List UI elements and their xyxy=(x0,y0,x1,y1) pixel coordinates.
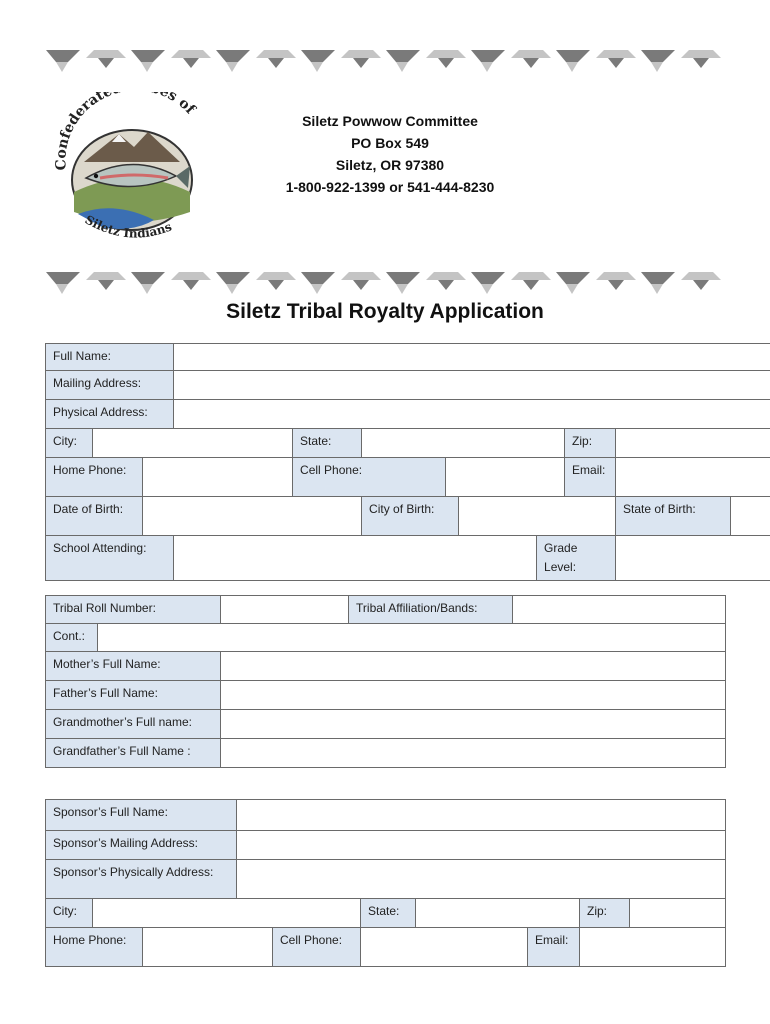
grandmothers-name-label: Grandmother’s Full name: xyxy=(46,710,221,739)
email-field[interactable] xyxy=(616,458,770,497)
band-triangle-light xyxy=(481,62,493,72)
address-phone: 1-800-922-1399 or 541-444-8230 xyxy=(285,179,495,195)
zip-label: Zip: xyxy=(565,429,616,458)
band-triangle-dark xyxy=(523,280,539,290)
band-triangle-light xyxy=(311,284,323,294)
tribal-affiliation-label: Tribal Affiliation/Bands: xyxy=(349,596,513,624)
sponsor-full-name-field[interactable] xyxy=(237,800,726,831)
band-triangle-dark xyxy=(693,58,709,68)
band-triangle-dark xyxy=(608,280,624,290)
band-trapezoid-dark xyxy=(386,50,420,62)
band-trapezoid-dark xyxy=(46,50,80,62)
band-triangle-dark xyxy=(693,280,709,290)
band-triangle-dark xyxy=(608,58,624,68)
band-trapezoid-light xyxy=(341,50,381,58)
band-trapezoid-light xyxy=(681,50,721,58)
band-trapezoid-dark xyxy=(131,50,165,62)
sponsor-cell-phone-field[interactable] xyxy=(361,928,528,967)
band-triangle-light xyxy=(141,62,153,72)
city-label: City: xyxy=(46,429,93,458)
state-of-birth-field[interactable] xyxy=(731,497,770,536)
band-triangle-dark xyxy=(353,280,369,290)
band-triangle-light xyxy=(226,284,238,294)
address-line: Siletz, OR 97380 xyxy=(335,157,445,173)
date-of-birth-field[interactable] xyxy=(143,497,362,536)
physical-address-label: Physical Address: xyxy=(46,400,174,429)
sponsor-physical-address-label: Sponsor’s Physically Address: xyxy=(46,860,237,899)
band-triangle-light xyxy=(56,284,68,294)
sponsor-zip-label: Zip: xyxy=(580,899,630,928)
decorative-band-bottom xyxy=(46,264,724,300)
sponsor-full-name-label: Sponsor’s Full Name: xyxy=(46,800,237,831)
band-triangle-dark xyxy=(98,58,114,68)
city-of-birth-field[interactable] xyxy=(459,497,616,536)
band-trapezoid-light xyxy=(596,50,636,58)
cont-field[interactable] xyxy=(98,624,726,652)
band-trapezoid-dark xyxy=(216,50,250,62)
grandfathers-name-label: Grandfather’s Full Name : xyxy=(46,739,221,768)
sponsor-state-label: State: xyxy=(361,899,416,928)
band-triangle-dark xyxy=(353,58,369,68)
band-trapezoid-dark xyxy=(386,272,420,284)
email-label: Email: xyxy=(565,458,616,497)
full-name-field[interactable] xyxy=(174,344,770,371)
physical-address-field[interactable] xyxy=(174,400,770,429)
sponsor-cell-phone-label: Cell Phone: xyxy=(273,928,361,967)
tribal-roll-number-label: Tribal Roll Number: xyxy=(46,596,221,624)
band-triangle-dark xyxy=(438,280,454,290)
address-line: Siletz Powwow Committee xyxy=(302,113,478,129)
sponsor-city-field[interactable] xyxy=(93,899,361,928)
school-attending-field[interactable] xyxy=(174,536,537,581)
band-pattern xyxy=(46,264,724,300)
band-triangle-light xyxy=(651,62,663,72)
band-trapezoid-light xyxy=(171,272,211,280)
band-trapezoid-light xyxy=(511,272,551,280)
mothers-name-label: Mother’s Full Name: xyxy=(46,652,221,681)
tribal-info-table xyxy=(45,595,726,768)
home-phone-label: Home Phone: xyxy=(46,458,143,497)
band-trapezoid-dark xyxy=(131,272,165,284)
decorative-band-top xyxy=(46,42,724,78)
cell-phone-label: Cell Phone: xyxy=(293,458,446,497)
sponsor-state-field[interactable] xyxy=(416,899,580,928)
fathers-name-label: Father’s Full Name: xyxy=(46,681,221,710)
band-triangle-light xyxy=(396,62,408,72)
band-triangle-dark xyxy=(268,58,284,68)
grade-level-field[interactable] xyxy=(616,536,770,581)
band-trapezoid-dark xyxy=(556,272,590,284)
sponsor-physical-address-field[interactable] xyxy=(237,860,726,899)
grade-level-label: Grade Level: xyxy=(537,536,616,581)
band-pattern xyxy=(46,42,724,78)
band-trapezoid-light xyxy=(86,50,126,58)
band-triangle-light xyxy=(481,284,493,294)
sponsor-city-label: City: xyxy=(46,899,93,928)
band-trapezoid-dark xyxy=(471,50,505,62)
home-phone-field[interactable] xyxy=(143,458,293,497)
sponsor-info-table xyxy=(45,799,726,967)
tribal-roll-number-field[interactable] xyxy=(221,596,349,624)
band-trapezoid-light xyxy=(511,50,551,58)
band-trapezoid-dark xyxy=(641,50,675,62)
grandfathers-name-field[interactable] xyxy=(221,739,726,768)
band-trapezoid-light xyxy=(341,272,381,280)
band-trapezoid-dark xyxy=(301,50,335,62)
band-trapezoid-light xyxy=(256,50,296,58)
city-field[interactable] xyxy=(93,429,293,458)
band-trapezoid-light xyxy=(596,272,636,280)
mothers-name-field[interactable] xyxy=(221,652,726,681)
band-triangle-light xyxy=(651,284,663,294)
band-triangle-dark xyxy=(523,58,539,68)
fathers-name-field[interactable] xyxy=(221,681,726,710)
band-triangle-light xyxy=(566,62,578,72)
band-triangle-light xyxy=(311,62,323,72)
band-trapezoid-light xyxy=(171,50,211,58)
band-triangle-light xyxy=(56,62,68,72)
band-trapezoid-dark xyxy=(471,272,505,284)
band-trapezoid-light xyxy=(426,272,466,280)
personal-info-table xyxy=(45,343,770,581)
band-trapezoid-light xyxy=(86,272,126,280)
band-triangle-light xyxy=(141,284,153,294)
band-trapezoid-dark xyxy=(556,50,590,62)
band-trapezoid-dark xyxy=(301,272,335,284)
state-field[interactable] xyxy=(362,429,565,458)
sponsor-email-label: Email: xyxy=(528,928,580,967)
sponsor-email-field[interactable] xyxy=(580,928,726,967)
band-triangle-light xyxy=(396,284,408,294)
address-line: PO Box 549 xyxy=(351,135,429,151)
sponsor-zip-field[interactable] xyxy=(630,899,726,928)
state-label: State: xyxy=(293,429,362,458)
date-of-birth-label: Date of Birth: xyxy=(46,497,143,536)
seal-text-top: Confederate es of xyxy=(53,92,198,171)
page-title: Siletz Tribal Royalty Application xyxy=(226,300,544,323)
band-triangle-dark xyxy=(438,58,454,68)
sponsor-home-phone-label: Home Phone: xyxy=(46,928,143,967)
mailing-address-label: Mailing Address: xyxy=(46,371,174,400)
sponsor-home-phone-field[interactable] xyxy=(143,928,273,967)
tribal-affiliation-field[interactable] xyxy=(513,596,726,624)
band-triangle-dark xyxy=(268,280,284,290)
band-trapezoid-dark xyxy=(46,272,80,284)
band-trapezoid-light xyxy=(256,272,296,280)
city-of-birth-label: City of Birth: xyxy=(362,497,459,536)
committee-address xyxy=(240,110,540,198)
sponsor-mailing-address-label: Sponsor’s Mailing Address: xyxy=(46,831,237,860)
sponsor-mailing-address-field[interactable] xyxy=(237,831,726,860)
grandmothers-name-field[interactable] xyxy=(221,710,726,739)
band-triangle-dark xyxy=(183,280,199,290)
band-trapezoid-dark xyxy=(641,272,675,284)
tribal-seal-logo xyxy=(44,92,224,252)
band-triangle-light xyxy=(566,284,578,294)
zip-field[interactable] xyxy=(616,429,770,458)
band-triangle-dark xyxy=(98,280,114,290)
full-name-label: Full Name: xyxy=(46,344,174,371)
band-trapezoid-light xyxy=(426,50,466,58)
band-trapezoid-light xyxy=(681,272,721,280)
band-trapezoid-dark xyxy=(216,272,250,284)
cell-phone-field[interactable] xyxy=(446,458,565,497)
seal-text-bottom: Siletz Indians xyxy=(82,212,174,241)
cont-label: Cont.: xyxy=(46,624,98,652)
mailing-address-field[interactable] xyxy=(174,371,770,400)
band-triangle-dark xyxy=(183,58,199,68)
school-attending-label: School Attending: xyxy=(46,536,174,581)
band-triangle-light xyxy=(226,62,238,72)
state-of-birth-label: State of Birth: xyxy=(616,497,731,536)
